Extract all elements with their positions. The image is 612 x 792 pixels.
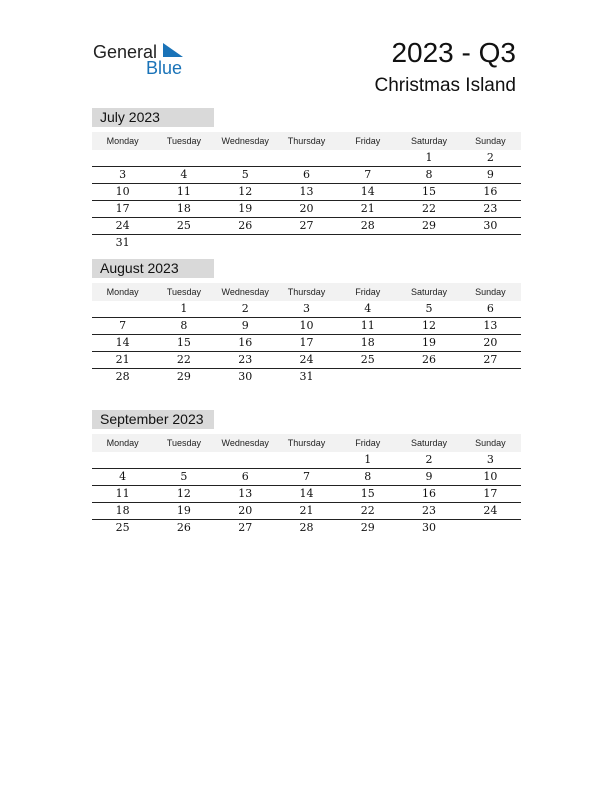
day-cell: 30 [238, 370, 253, 383]
week-row [92, 352, 521, 369]
day-cell: 20 [483, 336, 498, 349]
weekday-label-sunday: Sunday [475, 287, 506, 297]
weekday-label-thursday: Thursday [287, 136, 326, 146]
month-block-august [92, 259, 521, 385]
day-cell: 8 [364, 470, 372, 483]
weekday-label-monday: Monday [106, 438, 139, 448]
week-row [92, 452, 521, 469]
day-cell [398, 235, 459, 251]
day-cell [92, 301, 153, 317]
week-row [92, 184, 521, 201]
day-cell: 10 [483, 470, 498, 483]
weekday-label-tuesday: Tuesday [166, 287, 202, 297]
day-cell: 19 [422, 336, 437, 349]
logo-triangle-icon [163, 43, 183, 59]
weekday-label-monday: Monday [106, 287, 139, 297]
weekday-label-sunday: Sunday [475, 438, 506, 448]
day-cell: 11 [176, 185, 191, 198]
day-cell: 18 [115, 504, 130, 517]
day-cell: 16 [483, 185, 498, 198]
week-row [92, 235, 521, 251]
week-row [92, 301, 521, 318]
month-label: September 2023 [92, 410, 214, 429]
day-cell: 19 [238, 202, 253, 215]
day-cell: 27 [299, 219, 314, 232]
day-cell [215, 452, 276, 468]
day-cell: 29 [360, 521, 375, 534]
month-block-july [92, 108, 521, 251]
week-row [92, 469, 521, 486]
weekday-label-friday: Friday [355, 438, 381, 448]
week-row [92, 369, 521, 385]
day-cell: 12 [422, 319, 437, 332]
day-cell: 26 [238, 219, 253, 232]
day-cell: 10 [115, 185, 130, 198]
day-cell: 21 [299, 504, 314, 517]
month-label: August 2023 [92, 259, 214, 278]
day-cell [337, 150, 398, 166]
weekday-label-wednesday: Wednesday [221, 438, 269, 448]
day-cell: 15 [422, 185, 437, 198]
day-cell: 11 [360, 319, 375, 332]
week-row [92, 150, 521, 167]
day-cell: 9 [241, 319, 249, 332]
weekday-label-friday: Friday [355, 287, 381, 297]
weekday-label-sunday: Sunday [475, 136, 506, 146]
day-cell: 2 [241, 302, 249, 315]
day-cell: 9 [486, 168, 494, 181]
day-cell: 23 [483, 202, 498, 215]
weekday-label-friday: Friday [355, 136, 381, 146]
day-cell: 13 [238, 487, 253, 500]
day-cell: 9 [425, 470, 433, 483]
day-cell: 17 [483, 487, 498, 500]
day-cell: 18 [176, 202, 191, 215]
day-cell: 12 [176, 487, 191, 500]
day-cell: 15 [360, 487, 375, 500]
day-cell [215, 235, 276, 251]
day-cell: 30 [422, 521, 437, 534]
day-cell: 12 [238, 185, 253, 198]
day-cell: 4 [180, 168, 188, 181]
week-row [92, 520, 521, 536]
day-cell [276, 150, 337, 166]
day-cell: 24 [483, 504, 498, 517]
day-cell: 4 [119, 470, 127, 483]
day-cell: 13 [299, 185, 314, 198]
day-cell: 10 [299, 319, 314, 332]
day-cell: 1 [425, 151, 433, 164]
day-cell: 2 [486, 151, 494, 164]
day-cell: 24 [299, 353, 314, 366]
day-cell: 13 [483, 319, 498, 332]
day-cell: 25 [360, 353, 375, 366]
day-cell: 1 [180, 302, 188, 315]
week-row [92, 167, 521, 184]
day-cell [460, 369, 521, 385]
day-cell: 3 [119, 168, 127, 181]
week-row [92, 201, 521, 218]
day-cell [460, 235, 521, 251]
day-cell: 28 [299, 521, 314, 534]
day-cell: 8 [180, 319, 188, 332]
day-cell: 16 [422, 487, 437, 500]
day-cell: 2 [425, 453, 433, 466]
weekday-label-thursday: Thursday [287, 287, 326, 297]
day-cell [337, 369, 398, 385]
day-cell: 31 [115, 236, 130, 249]
calendar-weeks [92, 301, 521, 385]
weekday-header-row [92, 132, 521, 150]
weekday-label-wednesday: Wednesday [221, 136, 269, 146]
day-cell: 15 [176, 336, 191, 349]
day-cell: 22 [360, 504, 375, 517]
day-cell: 27 [238, 521, 253, 534]
week-row [92, 503, 521, 520]
weekday-label-tuesday: Tuesday [166, 136, 202, 146]
day-cell: 16 [238, 336, 253, 349]
calendar-weeks [92, 150, 521, 251]
day-cell: 29 [422, 219, 437, 232]
day-cell: 30 [483, 219, 498, 232]
day-cell: 14 [299, 487, 314, 500]
week-row [92, 318, 521, 335]
month-block-september [92, 410, 521, 536]
day-cell [337, 235, 398, 251]
day-cell: 26 [176, 521, 191, 534]
page-title: 2023 - Q3 [391, 37, 516, 68]
day-cell: 24 [115, 219, 130, 232]
day-cell [153, 235, 214, 251]
day-cell: 14 [115, 336, 130, 349]
day-cell: 5 [241, 168, 249, 181]
day-cell: 26 [422, 353, 437, 366]
weekday-header-row [92, 434, 521, 452]
weekday-label-saturday: Saturday [411, 438, 448, 448]
day-cell: 22 [176, 353, 191, 366]
weekday-header-row [92, 283, 521, 301]
weekday-label-thursday: Thursday [287, 438, 326, 448]
day-cell: 29 [176, 370, 191, 383]
day-cell [153, 452, 214, 468]
day-cell: 19 [176, 504, 191, 517]
day-cell: 7 [119, 319, 127, 332]
logo-text-general: General [93, 42, 158, 62]
day-cell [92, 150, 153, 166]
day-cell: 3 [486, 453, 494, 466]
month-label: July 2023 [92, 108, 214, 127]
day-cell: 31 [299, 370, 314, 383]
day-cell [153, 150, 214, 166]
weekday-label-saturday: Saturday [411, 287, 448, 297]
weekday-label-wednesday: Wednesday [221, 287, 269, 297]
day-cell [215, 150, 276, 166]
day-cell: 11 [115, 487, 130, 500]
week-row [92, 335, 521, 352]
calendar-weeks [92, 452, 521, 536]
day-cell: 20 [238, 504, 253, 517]
day-cell: 3 [302, 302, 310, 315]
day-cell: 17 [299, 336, 314, 349]
day-cell: 25 [115, 521, 130, 534]
day-cell [276, 452, 337, 468]
logo-text-blue: Blue [146, 58, 183, 78]
weekday-label-monday: Monday [106, 136, 139, 146]
day-cell: 5 [425, 302, 433, 315]
day-cell: 1 [364, 453, 372, 466]
day-cell [398, 369, 459, 385]
day-cell: 14 [360, 185, 375, 198]
day-cell: 25 [176, 219, 191, 232]
week-row [92, 486, 521, 503]
page-subtitle: Christmas Island [374, 75, 516, 96]
day-cell: 23 [238, 353, 253, 366]
day-cell: 7 [302, 470, 310, 483]
week-row [92, 218, 521, 235]
day-cell: 20 [299, 202, 314, 215]
day-cell: 5 [180, 470, 188, 483]
day-cell: 28 [115, 370, 130, 383]
day-cell: 7 [364, 168, 372, 181]
day-cell: 28 [360, 219, 375, 232]
day-cell: 8 [425, 168, 433, 181]
day-cell: 17 [115, 202, 130, 215]
day-cell [276, 235, 337, 251]
weekday-label-saturday: Saturday [411, 136, 448, 146]
day-cell: 22 [422, 202, 437, 215]
day-cell: 6 [486, 302, 494, 315]
day-cell: 6 [241, 470, 249, 483]
day-cell: 4 [364, 302, 372, 315]
day-cell: 21 [115, 353, 130, 366]
day-cell: 18 [360, 336, 375, 349]
weekday-label-tuesday: Tuesday [166, 438, 202, 448]
day-cell [460, 520, 521, 536]
day-cell: 27 [483, 353, 498, 366]
day-cell: 23 [422, 504, 437, 517]
day-cell: 6 [302, 168, 310, 181]
day-cell [92, 452, 153, 468]
day-cell: 21 [360, 202, 375, 215]
